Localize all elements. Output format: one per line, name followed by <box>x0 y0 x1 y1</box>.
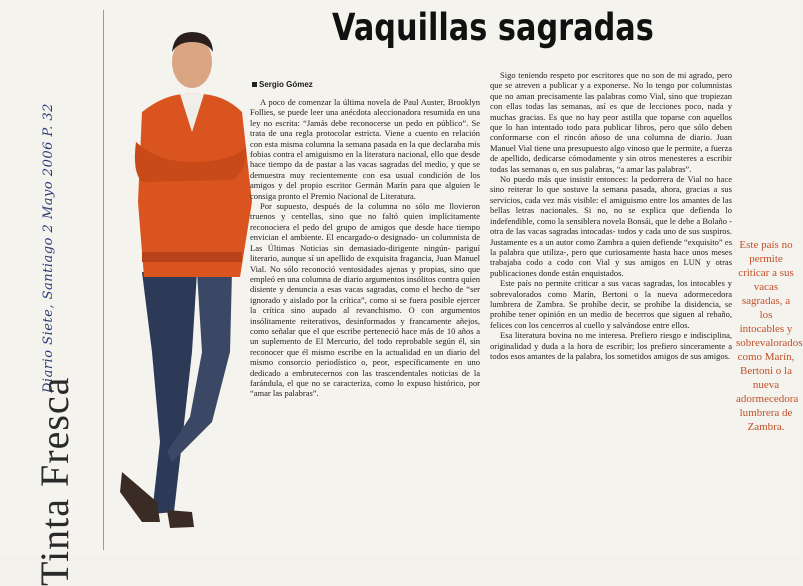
handwritten-source-note: Diario Siete, Santiago 2 Mayo 2006 P. 32 <box>41 103 56 393</box>
pull-quote <box>736 238 803 433</box>
paragraph: No puedo más que insistir entonces: la pedorrera de Vial no hace sino reiterar lo que sostuve la semana pasada, ahora, gracias a sus servicios, cada vez más visible: el amiguismo entre los amantes de las bellas letras nacionales. Si no, no se explica que defienda lo indefendible, como la sensiblera novela Bonsái, que le debe a Bolaño -otra de las vacas sagradas intocadas- todos y cada uno de sus suspiros. Justamente es a un autor como Zambra a quien defiende “exquisito” es la palabra que utiliza-, pero que curiosamente hasta hace unos meses trabajaba codo a codo con Vial y sus amigos en LUN y otras publicaciones donde están enquistados. <box>490 174 732 278</box>
author-name: Sergio Gómez <box>259 80 313 89</box>
pull-quote-text: Este país no permite criticar a sus vacas sagradas, a los intocables y sobrevalorados como Marín, Bertoni o la nueva adormecedora lumbrera de Zambra. <box>736 239 803 433</box>
article-column-1 <box>250 97 480 537</box>
paragraph: Este país no permite criticar a sus vacas sagradas, los intocables y sobrevalorados como Marín, Bertoni o la nueva adormecedora lumbrera de Zambra. Se prohíbe decir, se prohíbe la disidencia, se prohíbe tener opinión en un medio de becerros que siguen al rebaño, felices con los cencerros al cuello y salvándose entre ellos. <box>490 278 732 330</box>
article-column-2 <box>490 70 732 540</box>
paragraph: Sigo teniendo respeto por escritores que no son de mi agrado, pero que se atreven a publicar y a exponerse. No lo tengo por columnistas que no aman precisamente las palabras como Vial, sino que tropiezan con ellas todas las semanas, así es que de lecciones poco, nada y muchas gracias. Es que no hay peor astilla que toparse con aquellos que lo han intentado todo para publicar libros, pero que sólo deben conformarse con el rincón añoso de una columna de diario. Juan Manuel Vial tiene una presupuesto algo vinoso que le permite, a fuerza de apellido, dedicarse cómodamente y sin otros menesteres a escribir todas las semanas o, en sus palabras, “a amar las palabras”. <box>490 70 732 174</box>
article-title: Vaquillas sagradas <box>332 6 654 49</box>
column-divider <box>103 10 104 550</box>
paragraph: Esa literatura bovina no me interesa. Prefiero riesgo e indisciplina, originalidad y duda a la hora de escribir; los prefiero sinceramente a todos esos amantes de la palabra, los sometidos amigos de sus amigos. <box>490 330 732 361</box>
paragraph: Por supuesto, después de la columna no sólo me llovieron truenos y centellas, sino que no faltó quien implícitamente reconociera el pedo del grupo de amigos que desde hace tiempo envician el ambiente. El encargado-o designado- un columnista de Las Últimas Noticias sin demasiado-dirigente ningún- pariguí literario, aunque sí un apellido de exquisita fragancia, Juan Manuel Vial. No sólo reconoció ventosidades ajenas y propias, sino que empleó en una columna de diario argumentos insólitos contra quien disiente y denuncia a esas vacas sagradas, como el hecho de “ser ignorado y aislado por la crítica”, como si se fuera posible ejercer la crítica sino aupado al revanchismo. O con argumentos insólitamente reiterativos, desinformados y francamente añejos, como señalar que el que escribe perteneció hace más de 10 años a un suplemento de El Mercurio, del todo reprobable según él, sin reconocer que él mismo escribe en la actualidad en un diario del mismo consorcio periodístico o, peor, específicamente en uno dedicado a embrutecernos con las trascendentales noticias de la farándula, el que no se caracteriza, como lo expuso histórico, por “amar las palabras”. <box>250 201 480 399</box>
paragraph: A poco de comenzar la última novela de Paul Auster, Brooklyn Follies, se puede leer una anécdota aleccionadora resumida en una ley no escrita: “Jamás debe reconocerse un pedo en público”. Se trata de una regla protocolar estricta. Viene a cuento en relación con esta misma columna la semana pasada en la que declaraba mis fobias contra el amiguismo en la literatura nacional, ello que desde hace tiempo da de pastar a las vacas sagradas del medio, y que se demuestra muy recientemente con esa usual condición de los amigos y del propio escritor Germán Marín para que alguien le consiga pronto el Premio Nacional de Literatura. <box>250 97 480 201</box>
byline-marker <box>252 82 257 87</box>
section-label: Tinta Fresca <box>32 376 77 586</box>
byline <box>252 80 313 89</box>
